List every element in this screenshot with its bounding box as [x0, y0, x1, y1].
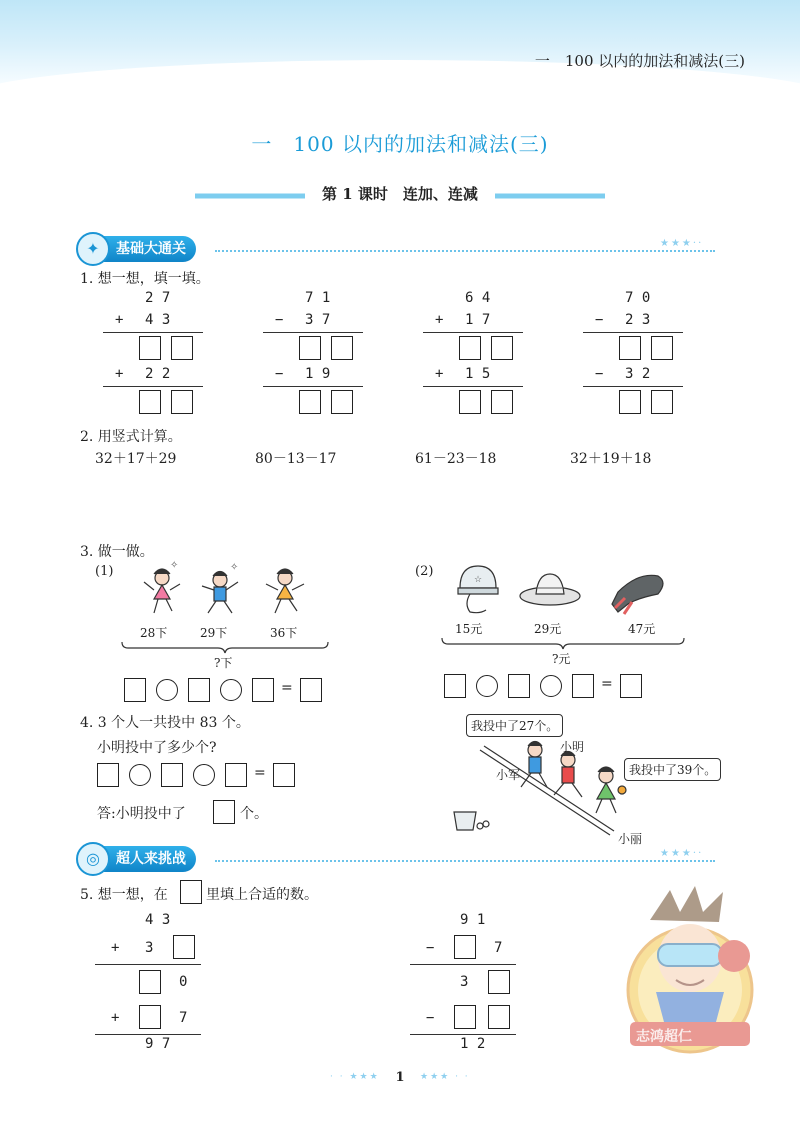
answer-box[interactable] [213, 800, 235, 824]
inline-box [180, 880, 202, 904]
operator: − [426, 1010, 435, 1026]
name-label: 小军 [496, 768, 521, 782]
operator-circle[interactable] [476, 675, 498, 697]
section-divider [215, 860, 715, 862]
hat-scarf-gloves-illustration [450, 558, 690, 618]
q3-caption: 29元 [534, 622, 562, 636]
operator: + [111, 940, 120, 956]
ball-throw-illustration [440, 720, 740, 845]
rule [410, 964, 516, 965]
digit: 3 [145, 940, 154, 956]
q5-label-prefix: 5. 想一想，在 [80, 887, 168, 903]
answer-box[interactable] [491, 390, 513, 414]
answer-box[interactable] [619, 336, 641, 360]
q2-expression: 80－13－17 [255, 451, 337, 467]
page-title: 一 100 以内的加法和减法(三) [251, 132, 549, 156]
speech-bubble: 我投中了27个。 [466, 714, 563, 737]
rule [263, 332, 363, 333]
answer-box[interactable] [124, 678, 146, 702]
answer-box[interactable] [273, 763, 295, 787]
answer-box[interactable] [161, 763, 183, 787]
answer-box[interactable] [299, 390, 321, 414]
answer-box[interactable] [508, 674, 530, 698]
answer-box[interactable] [651, 390, 673, 414]
operator: + [435, 366, 444, 382]
q1-problem-1 [95, 288, 205, 418]
answer-box[interactable] [139, 336, 161, 360]
operator: + [435, 312, 444, 328]
q3-brace-2 [440, 636, 685, 650]
q2-label: 2. 用竖式计算。 [80, 429, 182, 445]
equals-sign: = [254, 765, 266, 781]
operator: + [115, 312, 124, 328]
operator: − [426, 940, 435, 956]
operator: − [595, 312, 604, 328]
q3-total: ?下 [214, 656, 233, 670]
addend: 2 2 [145, 366, 171, 382]
svg-text:✧: ✧ [170, 560, 179, 571]
q3-caption: 36下 [270, 626, 298, 640]
q5-label-suffix: 里填上合适的数。 [206, 887, 318, 903]
lesson-title: 第 1 课时 连加、连减 [322, 185, 478, 203]
ufo-icon: ◎ [76, 842, 110, 876]
q3-caption: 29下 [200, 626, 228, 640]
operator-circle[interactable] [193, 764, 215, 786]
rule [423, 332, 523, 333]
operator: + [115, 366, 124, 382]
answer-box[interactable] [173, 935, 195, 959]
digit: 3 [460, 974, 469, 990]
rule [583, 386, 683, 387]
rule [583, 332, 683, 333]
digit: 7 [494, 940, 503, 956]
minuend: 7 1 [305, 290, 331, 306]
q3-label: 3. 做一做。 [80, 544, 154, 560]
answer-box[interactable] [300, 678, 322, 702]
digit: 0 [179, 974, 188, 990]
answer-box[interactable] [97, 763, 119, 787]
q2-expression: 61－23－18 [415, 451, 497, 467]
answer-box[interactable] [459, 390, 481, 414]
operator-circle[interactable] [220, 679, 242, 701]
answer-box[interactable] [171, 390, 193, 414]
answer-box[interactable] [139, 1005, 161, 1029]
answer-box[interactable] [171, 336, 193, 360]
q3-part2-label: (2) [415, 564, 434, 579]
answer-box[interactable] [331, 390, 353, 414]
q3-caption: 15元 [455, 622, 483, 636]
answer-box[interactable] [572, 674, 594, 698]
svg-text:✧: ✧ [230, 562, 239, 573]
addend: 6 4 [465, 290, 491, 306]
addend: 2 7 [145, 290, 171, 306]
subtrahend: 2 3 [625, 312, 651, 328]
answer-box[interactable] [139, 970, 161, 994]
answer-box[interactable] [188, 678, 210, 702]
rule [263, 386, 363, 387]
q5-right-problem [410, 910, 520, 1060]
answer-box[interactable] [651, 336, 673, 360]
q1-problem-2 [255, 288, 365, 418]
digit-row: 1 2 [460, 1036, 486, 1052]
page-number: 1 [395, 1070, 405, 1085]
operator: − [595, 366, 604, 382]
rule [103, 386, 203, 387]
q1-problem-3 [415, 288, 525, 418]
operator: + [111, 1010, 120, 1026]
running-header: 一 100 以内的加法和减法(三) [534, 52, 745, 70]
jump-rope-kids-illustration [130, 560, 330, 625]
answer-box[interactable] [620, 674, 642, 698]
subtrahend: 3 2 [625, 366, 651, 382]
equals-sign: = [601, 676, 613, 692]
operator: − [275, 366, 284, 382]
answer-box[interactable] [454, 935, 476, 959]
stars-icon: · · ★★★ [330, 1072, 380, 1082]
answer-box[interactable] [225, 763, 247, 787]
minuend: 7 0 [625, 290, 651, 306]
rule [103, 332, 203, 333]
mascot-banner-text: 志鸿超仁 [636, 1029, 692, 1045]
equals-sign: = [281, 680, 293, 696]
subtrahend: 3 7 [305, 312, 331, 328]
q1-problem-4 [575, 288, 685, 418]
answer-box[interactable] [488, 970, 510, 994]
addend: 4 3 [145, 312, 171, 328]
svg-text:☆: ☆ [474, 575, 483, 585]
star-icon: ✦ [76, 232, 110, 266]
rule [423, 386, 523, 387]
section-basic-badge: 基础大通关 [80, 236, 196, 262]
answer-box[interactable] [619, 390, 641, 414]
q3-total: ?元 [552, 652, 571, 666]
q3-part1-label: (1) [95, 564, 114, 579]
section-divider [215, 250, 715, 252]
subtrahend: 1 9 [305, 366, 331, 382]
q4-answer-prefix: 答:小明投中了 [97, 806, 186, 822]
rule [410, 1034, 516, 1035]
answer-box[interactable] [299, 336, 321, 360]
stars-icon: ★★★·· [660, 238, 704, 249]
answer-box[interactable] [331, 336, 353, 360]
addend: 1 7 [465, 312, 491, 328]
operator: − [275, 312, 284, 328]
answer-box[interactable] [139, 390, 161, 414]
digit-row: 9 7 [145, 1036, 171, 1052]
q3-caption: 47元 [628, 622, 656, 636]
addend: 1 5 [465, 366, 491, 382]
rule [95, 964, 201, 965]
section-challenge-badge: 超人来挑战 [80, 846, 196, 872]
operator-circle[interactable] [156, 679, 178, 701]
q4-question: 小明投中了多少个? [97, 740, 217, 756]
q2-expression: 32＋19＋18 [570, 451, 652, 467]
answer-box[interactable] [459, 336, 481, 360]
q2-expression: 32＋17＋29 [95, 451, 177, 467]
answer-box[interactable] [488, 1005, 510, 1029]
answer-box[interactable] [252, 678, 274, 702]
rule [95, 1034, 201, 1035]
digit-row: 4 3 [145, 912, 171, 928]
name-label: 小丽 [618, 832, 643, 846]
q5-left-problem [95, 910, 205, 1060]
operator-circle[interactable] [129, 764, 151, 786]
stars-icon: ★★★ · · [420, 1072, 470, 1082]
q1-label: 1. 想一想，填一填。 [80, 271, 210, 287]
operator-circle[interactable] [540, 675, 562, 697]
q3-caption: 28下 [140, 626, 168, 640]
q3-brace-1 [120, 640, 330, 654]
q4-answer-suffix: 个。 [240, 806, 268, 822]
answer-box[interactable] [444, 674, 466, 698]
answer-box[interactable] [454, 1005, 476, 1029]
name-label: 小明 [560, 740, 585, 754]
speech-bubble: 我投中了39个。 [624, 758, 721, 781]
answer-box[interactable] [491, 336, 513, 360]
digit-row: 9 1 [460, 912, 486, 928]
q4-label: 4. 3 个人一共投中 83 个。 [80, 715, 250, 731]
stars-icon: ★★★·· [660, 848, 704, 859]
digit: 7 [179, 1010, 188, 1026]
